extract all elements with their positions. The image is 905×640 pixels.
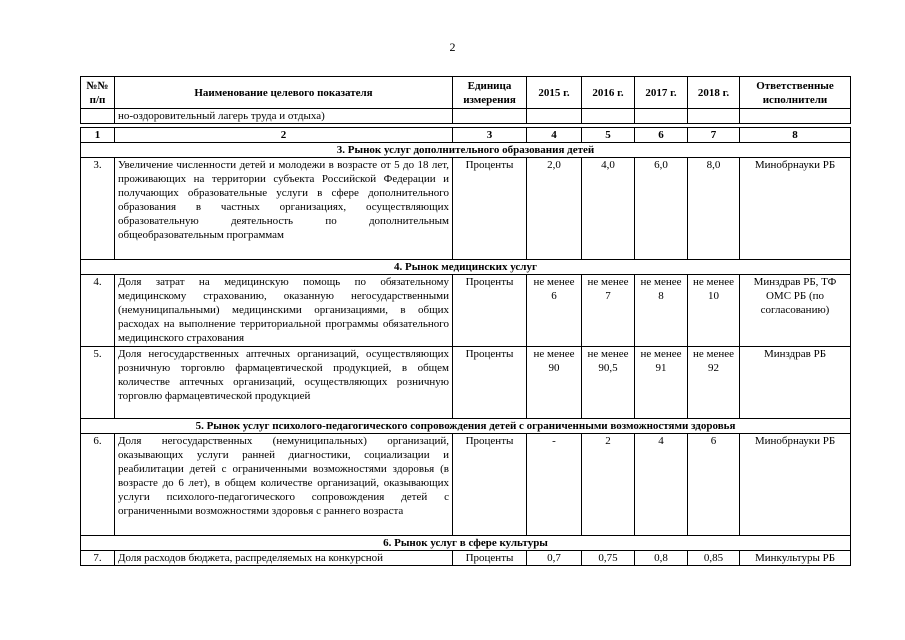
responsible: Минобрнауки РБ — [740, 434, 851, 536]
value-2018: не менее 10 — [688, 275, 740, 347]
indicator-name: Увеличение численности детей и молодежи в возрасте от 5 до 18 лет, проживающих на территории субъекта Российской Федерации и получающих образовательные услуги в сфере дополнительного образования в частных организациях, осуществляющих образовательную деятельность по дополнительным общеобразовательным программам — [115, 158, 453, 260]
value-2015: не менее 6 — [527, 275, 582, 347]
section-heading: 3. Рынок услуг дополнительного образования детей — [81, 143, 851, 158]
column-header-responsible: Ответственные исполнители — [740, 77, 851, 109]
row-number: 4. — [81, 275, 115, 347]
indicator-name: Доля затрат на медицинскую помощь по обязательному медицинскому страхованию, оказанную негосударственными (немуниципальными) медицинскими организациями, в общих расходах на выполнение территориальной программы обязательного медицинского страхования — [115, 275, 453, 347]
column-number: 8 — [740, 128, 851, 143]
column-number: 4 — [527, 128, 582, 143]
cell-empty — [688, 109, 740, 124]
column-header-num: №№ п/п — [81, 77, 115, 109]
value-2016: не менее 90,5 — [582, 347, 635, 419]
value-2016: 2 — [582, 434, 635, 536]
value-2017: 0,8 — [635, 551, 688, 566]
indicator-name: Доля негосударственных аптечных организаций, осуществляющих розничную торговлю фармацевтической продукцией, в общем количестве аптечных организаций, осуществляющих розничную торговлю фармацевтической продукцией — [115, 347, 453, 419]
value-2015: не менее 90 — [527, 347, 582, 419]
page-number: 2 — [449, 40, 456, 54]
table-row — [81, 551, 851, 566]
section-heading: 6. Рынок услуг в сфере культуры — [81, 536, 851, 551]
row-number: 7. — [81, 551, 115, 566]
cell-empty — [582, 109, 635, 124]
value-2016: 0,75 — [582, 551, 635, 566]
value-2015: 2,0 — [527, 158, 582, 260]
cell-empty — [527, 109, 582, 124]
table-header — [80, 76, 851, 124]
unit: Проценты — [453, 551, 527, 566]
value-2017: не менее 8 — [635, 275, 688, 347]
value-2017: не менее 91 — [635, 347, 688, 419]
column-number: 3 — [453, 128, 527, 143]
table-row — [81, 347, 851, 419]
value-2017: 4 — [635, 434, 688, 536]
row-number: 3. — [81, 158, 115, 260]
section-heading: 5. Рынок услуг психолого-педагогического сопровождения детей с ограниченными возможностями здоровья — [81, 419, 851, 434]
row-number: 5. — [81, 347, 115, 419]
value-2016: 4,0 — [582, 158, 635, 260]
column-header-unit: Единица измерения — [453, 77, 527, 109]
value-2015: 0,7 — [527, 551, 582, 566]
value-2018: не менее 92 — [688, 347, 740, 419]
column-header-2017: 2017 г. — [635, 77, 688, 109]
responsible: Минобрнауки РБ — [740, 158, 851, 260]
table-row — [81, 158, 851, 260]
value-2015: - — [527, 434, 582, 536]
responsible: Минздрав РБ, ТФ ОМС РБ (по согласованию) — [740, 275, 851, 347]
section-heading: 4. Рынок медицинских услуг — [81, 260, 851, 275]
cell-empty — [740, 109, 851, 124]
unit: Проценты — [453, 275, 527, 347]
value-2016: не менее 7 — [582, 275, 635, 347]
indicator-table — [80, 127, 851, 566]
column-number: 5 — [582, 128, 635, 143]
responsible: Минкультуры РБ — [740, 551, 851, 566]
cell-empty — [635, 109, 688, 124]
column-header-name: Наименование целевого показателя — [115, 77, 453, 109]
column-number: 1 — [81, 128, 115, 143]
unit: Проценты — [453, 347, 527, 419]
table-row — [81, 434, 851, 536]
value-2018: 0,85 — [688, 551, 740, 566]
value-2018: 6 — [688, 434, 740, 536]
column-header-2015: 2015 г. — [527, 77, 582, 109]
row-number: 6. — [81, 434, 115, 536]
column-header-2016: 2016 г. — [582, 77, 635, 109]
value-2018: 8,0 — [688, 158, 740, 260]
cell-empty — [453, 109, 527, 124]
column-number: 2 — [115, 128, 453, 143]
table-row — [81, 275, 851, 347]
column-header-2018: 2018 г. — [688, 77, 740, 109]
responsible: Минздрав РБ — [740, 347, 851, 419]
column-number: 7 — [688, 128, 740, 143]
indicator-name: Доля негосударственных (немуниципальных) организаций, оказывающих услуги ранней диагностики, социализации и реабилитации детей с ограниченными возможностями здоровья (в возрасте до 6 лет), в общем количестве организаций, оказывающих услуги психолого-педагогического сопровождения детей с ограниченными возможностями здоровья с раннего возраста — [115, 434, 453, 536]
unit: Проценты — [453, 158, 527, 260]
column-number: 6 — [635, 128, 688, 143]
cell-empty — [81, 109, 115, 124]
indicator-name: Доля расходов бюджета, распределяемых на конкурсной — [115, 551, 453, 566]
unit: Проценты — [453, 434, 527, 536]
value-2017: 6,0 — [635, 158, 688, 260]
continued-text: но-оздоровительный лагерь труда и отдыха) — [115, 109, 453, 124]
